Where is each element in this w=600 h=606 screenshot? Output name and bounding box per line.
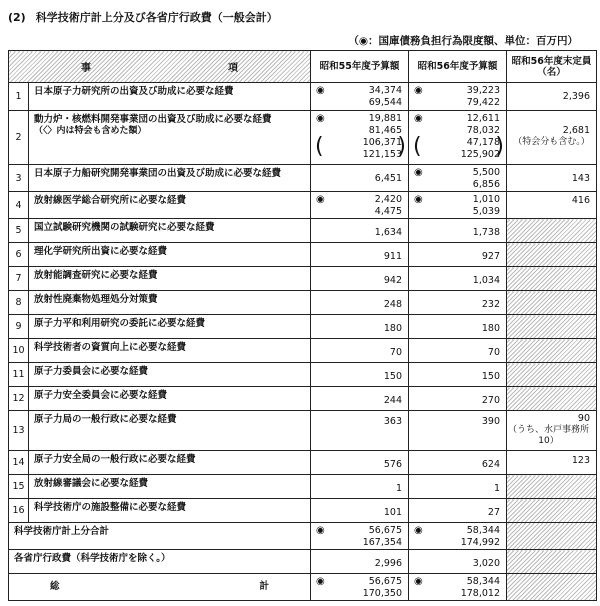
- row-number: 13: [9, 411, 29, 451]
- fy56-value-a: 3,020: [472, 558, 500, 569]
- row-item: 原子力平和利用研究の委託に必要な経費: [29, 315, 311, 339]
- ministries-staff: [507, 550, 597, 574]
- row-staff: [507, 192, 597, 219]
- row-fy55: [311, 291, 409, 315]
- row-number: 12: [9, 387, 29, 411]
- guarantee-mark-icon: ◉: [414, 85, 423, 96]
- guarantee-mark-icon: ◉: [316, 525, 325, 536]
- row-item: 原子力安全局の一般行政に必要な経費: [29, 451, 311, 475]
- fy56-value-b: 79,422: [466, 97, 500, 108]
- fy56-value-a: 1,738: [472, 227, 500, 238]
- fy55-value-a: 248: [383, 299, 402, 310]
- row-fy56: [409, 83, 507, 111]
- row-fy55: [311, 219, 409, 243]
- guarantee-mark-icon: ◉: [414, 167, 423, 178]
- row-fy56: [409, 219, 507, 243]
- header-staff: 昭和56年度末定員（名）: [507, 51, 597, 83]
- fy55-value-b: 69,544: [368, 97, 402, 108]
- table-row: [9, 219, 597, 243]
- row-fy55: [311, 411, 409, 451]
- row-fy55: [311, 339, 409, 363]
- row-fy56: [409, 192, 507, 219]
- grand-total-fy56: [409, 574, 507, 601]
- row-staff: [507, 387, 597, 411]
- fy56-value-a: 150: [481, 371, 500, 382]
- budget-table-frame: [8, 50, 596, 599]
- fy55-value-a: 180: [383, 323, 402, 334]
- page-title: [8, 9, 278, 25]
- fy55-value-a: 942: [383, 275, 402, 286]
- fy56-value-a: 1,034: [472, 275, 500, 286]
- row-staff: [507, 475, 597, 499]
- fy55-value-b: 4,475: [374, 206, 402, 217]
- unit-note: （◉：国庫債務負担行為限度額、単位：百万円）: [348, 35, 578, 47]
- row-fy55: ◉ ( ) 19,881 81,465 106,371 121,153: [311, 111, 409, 165]
- row-number: 8: [9, 291, 29, 315]
- row-fy55: [311, 387, 409, 411]
- fy55-value-c: 106,371: [362, 137, 402, 148]
- fy55-value-a: 244: [383, 395, 402, 406]
- row-fy55: [311, 83, 409, 111]
- row-fy56: [409, 411, 507, 451]
- fy56-value-a: 270: [481, 395, 500, 406]
- row-item: 理化学研究所出資に必要な経費: [29, 243, 311, 267]
- row-fy56: [409, 267, 507, 291]
- table-row: [9, 339, 597, 363]
- row-number: 7: [9, 267, 29, 291]
- row-fy55: [311, 165, 409, 192]
- fy55-value-a: 6,451: [374, 173, 402, 184]
- row-fy56: [409, 291, 507, 315]
- fy56-value-a: 232: [481, 299, 500, 310]
- row-number: 15: [9, 475, 29, 499]
- fy56-value-a: 390: [481, 416, 500, 427]
- row-fy56: [409, 243, 507, 267]
- row-item: 放射線医学総合研究所に必要な経費: [29, 192, 311, 219]
- fy55-value-b: 167,354: [362, 537, 402, 548]
- fy56-value-b: 5,039: [472, 206, 500, 217]
- row-item: 放射性廃棄物処理処分対策費: [29, 291, 311, 315]
- row-number: 16: [9, 499, 29, 523]
- grand-total-label: [9, 574, 311, 601]
- row-number: 1: [9, 83, 29, 111]
- row-staff: [507, 111, 597, 165]
- staff-note: （特会分も含む。）: [513, 137, 590, 147]
- fy56-value-a: 58,344: [466, 525, 500, 536]
- staff-note: （うち、水戸事務所 10）: [507, 425, 589, 446]
- row-staff: [507, 411, 597, 451]
- row-fy55: [311, 499, 409, 523]
- staff-value: 2,681: [562, 125, 590, 136]
- grand-total-staff: [507, 574, 597, 601]
- row-item: 原子力委員会に必要な経費: [29, 363, 311, 387]
- subtotal-row: [9, 523, 597, 550]
- row-item: 日本原子力研究所の出資及び助成に必要な経費: [29, 83, 311, 111]
- row-number: 3: [9, 165, 29, 192]
- row-fy56: [409, 363, 507, 387]
- fy56-value-b: 78,032: [466, 125, 500, 136]
- fy55-value-a: 19,881: [368, 113, 402, 124]
- row-fy55: [311, 451, 409, 475]
- fy55-value-a: 576: [383, 459, 402, 470]
- fy56-value-b: 6,856: [472, 179, 500, 190]
- row-number: 2: [9, 111, 29, 165]
- fy55-value-a: 363: [383, 416, 402, 427]
- subtotal-fy56: [409, 523, 507, 550]
- fy56-value-a: 5,500: [472, 167, 500, 178]
- header-item-2: 項: [227, 63, 238, 74]
- fy56-value-c: 47,178: [466, 137, 500, 148]
- row-fy56: [409, 499, 507, 523]
- table-row: [9, 192, 597, 219]
- table-row: [9, 243, 597, 267]
- fy56-value-a: 1: [493, 483, 500, 494]
- header-fy56: 昭和56年度予算額: [409, 51, 507, 83]
- row-staff: [507, 291, 597, 315]
- fy55-value-b: 81,465: [368, 125, 402, 136]
- fy55-value-a: 56,675: [368, 576, 402, 587]
- row-fy56: [409, 475, 507, 499]
- table-row: [9, 451, 597, 475]
- header-item-1: 事: [81, 63, 92, 74]
- fy55-value-a: 2,996: [374, 558, 402, 569]
- fy55-value-a: 56,675: [368, 525, 402, 536]
- row-item: 日本原子力船研究開発事業団の出資及び助成に必要な経費: [29, 165, 311, 192]
- fy55-value-a: 150: [383, 371, 402, 382]
- row-item: 放射能調査研究に必要な経費: [29, 267, 311, 291]
- row-item: 原子力安全委員会に必要な経費: [29, 387, 311, 411]
- guarantee-mark-icon: ◉: [316, 194, 325, 205]
- staff-value: 90: [577, 413, 590, 424]
- row-fy56: [409, 451, 507, 475]
- row-fy55: [311, 315, 409, 339]
- ministries-label: 各省庁行政費（科学技術庁を除く。）: [9, 550, 311, 574]
- table-row: [9, 363, 597, 387]
- header-item: [9, 51, 311, 83]
- row-number: 4: [9, 192, 29, 219]
- ministries-fy55: [311, 550, 409, 574]
- fy55-value-a: 2,420: [374, 194, 402, 205]
- header-fy55: 昭和55年度予算額: [311, 51, 409, 83]
- row-fy56: ◉ ( ) 12,611 78,032 47,178 125,902: [409, 111, 507, 165]
- fy55-value-a: 70: [389, 347, 402, 358]
- grand-total-fy55: [311, 574, 409, 601]
- ministries-fy56: [409, 550, 507, 574]
- title-number: (2): [8, 11, 26, 24]
- row-fy56: [409, 339, 507, 363]
- row-item: 放射線審議会に必要な経費: [29, 475, 311, 499]
- fy56-value-a: 39,223: [466, 85, 500, 96]
- row-fy55: [311, 192, 409, 219]
- row-fy55: [311, 243, 409, 267]
- table-row: [9, 387, 597, 411]
- row-staff: [507, 363, 597, 387]
- table-row: [9, 267, 597, 291]
- staff-value: 416: [571, 195, 590, 206]
- fy56-value-a: 1,010: [472, 194, 500, 205]
- staff-value: 123: [571, 455, 590, 466]
- row-number: 9: [9, 315, 29, 339]
- fy56-value-b: 174,992: [460, 537, 500, 548]
- table-row: [9, 83, 597, 111]
- row-number: 5: [9, 219, 29, 243]
- row-staff: [507, 83, 597, 111]
- row-item: 科学技術者の資質向上に必要な経費: [29, 339, 311, 363]
- subtotal-label: 科学技術庁計上分合計: [9, 523, 311, 550]
- guarantee-mark-icon: ◉: [414, 113, 423, 124]
- staff-value: 2,396: [562, 91, 590, 102]
- fy56-value-a: 624: [481, 459, 500, 470]
- row-number: 6: [9, 243, 29, 267]
- row-fy56: [409, 315, 507, 339]
- table-row: [9, 111, 597, 165]
- fy55-value-b: 170,350: [362, 588, 402, 599]
- fy55-value-a: 101: [383, 507, 402, 518]
- row-item: 国立試験研究機関の試験研究に必要な経費: [29, 219, 311, 243]
- ministries-row: [9, 550, 597, 574]
- guarantee-mark-icon: ◉: [316, 576, 325, 587]
- row-staff: [507, 219, 597, 243]
- row-staff: [507, 451, 597, 475]
- fy55-value-a: 34,374: [368, 85, 402, 96]
- fy56-value-a: 927: [481, 251, 500, 262]
- fy56-value-d: 125,902: [460, 149, 500, 160]
- fy55-value-a: 1: [395, 483, 402, 494]
- fy56-value-a: 58,344: [466, 576, 500, 587]
- table-row: [9, 411, 597, 451]
- subtotal-fy55: [311, 523, 409, 550]
- row-number: 11: [9, 363, 29, 387]
- row-item: 科学技術庁の施設整備に必要な経費: [29, 499, 311, 523]
- table-row: [9, 499, 597, 523]
- grand-total-label-2: 計: [259, 581, 270, 592]
- row-fy55: [311, 363, 409, 387]
- guarantee-mark-icon: ◉: [316, 113, 325, 124]
- row-fy56: [409, 387, 507, 411]
- table-row: [9, 475, 597, 499]
- budget-table: [8, 50, 597, 601]
- staff-value: 143: [571, 173, 590, 184]
- grand-total-row: [9, 574, 597, 601]
- grand-total-label-1: 総: [49, 581, 60, 592]
- row-number: 10: [9, 339, 29, 363]
- row-number: 14: [9, 451, 29, 475]
- row-item: [29, 111, 311, 165]
- row-fy56: [409, 165, 507, 192]
- row-item-text: 動力炉・核燃料開発事業団の出資及び助成に必要な経費: [34, 114, 272, 125]
- table-header-row: [9, 51, 597, 83]
- row-fy55: [311, 267, 409, 291]
- table-row: [9, 315, 597, 339]
- title-text: 科学技術庁計上分及び各省庁行政費（一般会計）: [35, 11, 278, 24]
- row-staff: [507, 243, 597, 267]
- row-fy55: [311, 475, 409, 499]
- row-staff: [507, 315, 597, 339]
- guarantee-mark-icon: ◉: [414, 576, 423, 587]
- table-row: [9, 291, 597, 315]
- row-staff: [507, 499, 597, 523]
- row-item-note: （〈〉内は特会も含めた額）: [34, 126, 147, 136]
- guarantee-mark-icon: ◉: [414, 194, 423, 205]
- fy55-value-a: 1,634: [374, 227, 402, 238]
- fy56-value-a: 70: [487, 347, 500, 358]
- fy55-value-a: 911: [383, 251, 402, 262]
- fy55-value-d: 121,153: [362, 149, 402, 160]
- fy56-value-a: 12,611: [466, 113, 500, 124]
- subtotal-staff: [507, 523, 597, 550]
- fy56-value-a: 180: [481, 323, 500, 334]
- row-staff: [507, 339, 597, 363]
- fy56-value-a: 27: [487, 507, 500, 518]
- guarantee-mark-icon: ◉: [414, 525, 423, 536]
- row-staff: [507, 165, 597, 192]
- fy56-value-b: 178,012: [460, 588, 500, 599]
- row-staff: [507, 267, 597, 291]
- guarantee-mark-icon: ◉: [316, 85, 325, 96]
- row-item: 原子力局の一般行政に必要な経費: [29, 411, 311, 451]
- table-row: [9, 165, 597, 192]
